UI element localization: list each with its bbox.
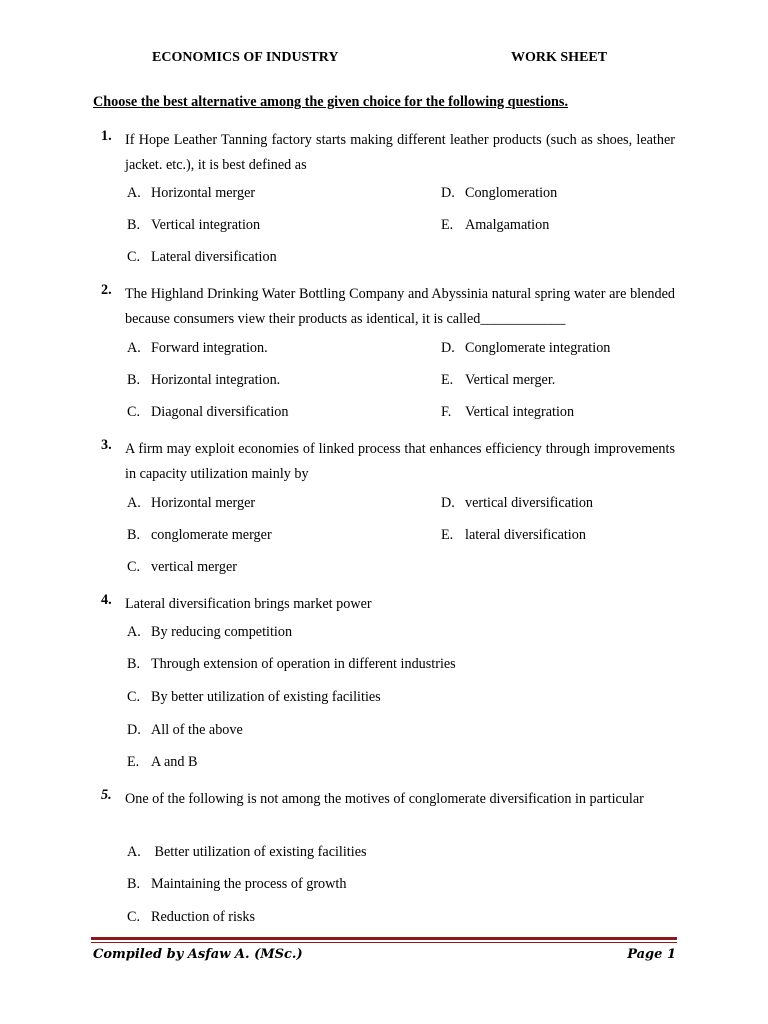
question-4 — [93, 592, 675, 617]
question-number: 2. — [101, 282, 112, 298]
option-1e: E. Amalgamation — [441, 217, 550, 233]
option-4e: E. A and B — [127, 754, 198, 770]
question-number: 4. — [101, 592, 112, 608]
question-text: If Hope Leather Tanning factory starts making different leather products (such as shoes, leather jacket. etc.), it is best defined as — [125, 132, 675, 173]
option-3a: A. Horizontal merger — [127, 495, 256, 511]
question-number: 1. — [101, 128, 112, 144]
option-2f: F. Vertical integration — [441, 404, 575, 420]
question-3 — [93, 437, 675, 487]
question-1 — [93, 128, 675, 178]
footer-rule-thin — [91, 942, 677, 943]
option-4a: A. By reducing competition — [127, 624, 293, 640]
instruction-text: Choose the best alternative among the given choice for the following questions. — [93, 94, 568, 110]
question-text: The Highland Drinking Water Bottling Company and Abyssinia natural spring water are blended because consumers view their products as identical, it is called____________ — [125, 286, 675, 327]
option-4b: B. Through extension of operation in different industries — [127, 656, 456, 672]
page-number: Page 1 — [627, 947, 676, 962]
option-1a: A. Horizontal merger — [127, 185, 256, 201]
option-3b: B. conglomerate merger — [127, 527, 272, 543]
option-2d: D. Conglomerate integration — [441, 340, 611, 356]
option-1c: C. Lateral diversification — [127, 249, 277, 265]
option-3c: C. vertical merger — [127, 559, 237, 575]
document-type: WORK SHEET — [511, 50, 608, 65]
question-text: One of the following is not among the motives of conglomerate diversification in particular — [125, 791, 644, 807]
option-1b: B. Vertical integration — [127, 217, 261, 233]
page-header — [0, 50, 768, 70]
option-2e: E. Vertical merger. — [441, 372, 556, 388]
option-5b: B. Maintaining the process of growth — [127, 876, 347, 892]
compiled-by: Compiled by Asfaw A. (MSc.) — [93, 947, 303, 962]
footer-rule-thick — [91, 937, 677, 940]
option-4d: D. All of the above — [127, 722, 243, 738]
option-3d: D. vertical diversification — [441, 495, 594, 511]
option-2b: B. Horizontal integration. — [127, 372, 281, 388]
question-number: 3. — [101, 437, 112, 453]
question-text: A firm may exploit economies of linked process that enhances efficiency through improvements in capacity utilization mainly by — [125, 441, 675, 482]
option-2a: A. Forward integration. — [127, 340, 268, 356]
question-text: Lateral diversification brings market power — [125, 596, 372, 612]
option-5a: A. Better utilization of existing facilities — [127, 844, 367, 860]
question-2 — [93, 282, 675, 332]
option-5c: C. Reduction of risks — [127, 909, 256, 925]
option-4c: C. By better utilization of existing facilities — [127, 689, 381, 705]
option-3e: E. lateral diversification — [441, 527, 586, 543]
option-1d: D. Conglomeration — [441, 185, 558, 201]
question-5 — [93, 787, 675, 812]
option-2c: C. Diagonal diversification — [127, 404, 289, 420]
course-title: ECONOMICS OF INDUSTRY — [152, 50, 339, 65]
question-number: 5. — [101, 787, 112, 803]
